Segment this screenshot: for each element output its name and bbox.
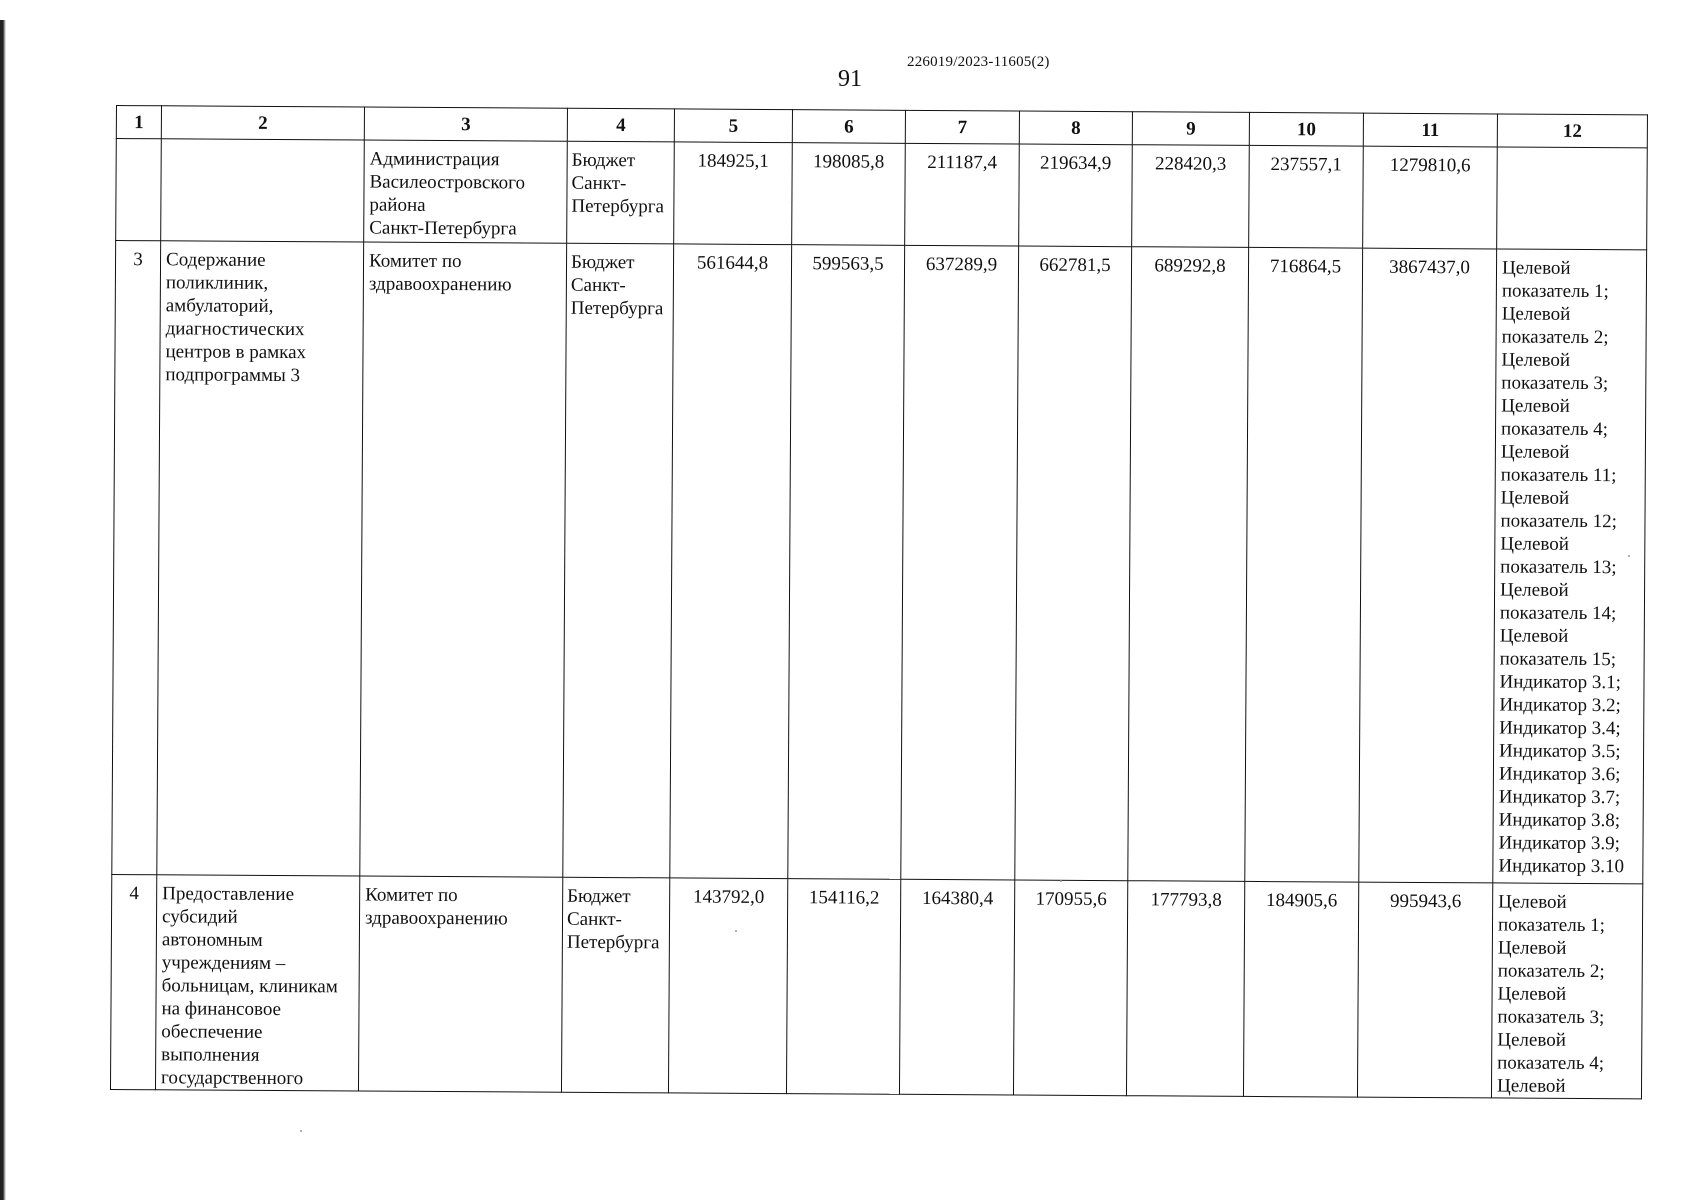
amount-col-10: 184905,6 [1243,881,1358,1097]
table-row [110,874,1642,1098]
scan-speck [1628,555,1630,557]
scan-speck [300,1130,302,1132]
amount-total: 1279810,6 [1363,146,1498,249]
executor: Комитет по здравоохранению [358,876,562,1092]
amount-col-5: 561644,8 [670,244,792,879]
amount-col-10: 716864,5 [1245,247,1363,882]
executor: Администрация Василеостровского района Санкт-Петербурга [364,140,568,243]
table-row [112,241,1647,884]
amount-col-5: 143792,0 [668,878,787,1094]
indicators: Целевой показатель 1; Целевой показатель 2; Целевой показатель 3; Целевой показатель 4; Целевой [1491,883,1642,1099]
amount-total: 3867437,0 [1359,248,1497,883]
indicators [1497,147,1648,250]
amount-col-8: 662781,5 [1015,246,1132,881]
document-registration-number: 226019/2023-11605(2) [907,54,1050,70]
amount-col-7: 211187,4 [905,143,1020,246]
indicators: Целевой показатель 1; Целевой показатель 2; Целевой показатель 3; Целевой показатель 4; Целевой показатель 11; Целевой показатель 12; Целевой показатель 13; Целевой показатель 14; Целевой показатель 15; Индикатор 3.1; Индикатор 3.2; Индикатор 3.4; Индикатор 3.5; Индикатор 3.6; Индикатор 3.7; Индикатор 3.8; Индикатор 3.9; Индикатор 3.10 [1493,249,1647,884]
amount-col-6: 198085,8 [792,143,906,246]
amount-col-8: 170955,6 [1013,880,1127,1096]
activity-name: Содержание поликлиник, амбулаторий, диагностических центров в рамках подпрограммы 3 [157,241,364,876]
column-header-12: 12 [1497,114,1647,148]
funding-source: Бюджет Санкт- Петербурга [563,243,674,878]
column-header-4: 4 [567,108,674,142]
activity-name: Предоставление субсидий автономным учреждениям – больницам, клиникам на финансовое обеспечение выполнения государственного [155,875,359,1091]
scan-edge [0,20,6,1200]
column-header-3: 3 [364,107,567,141]
budget-table [110,105,1648,1099]
funding-source: Бюджет Санкт- Петербурга [561,877,669,1093]
column-header-8: 8 [1019,111,1132,145]
amount-total: 995943,6 [1357,882,1492,1098]
column-header-6: 6 [792,110,905,144]
column-header-9: 9 [1132,112,1249,146]
page-number: 91 [838,66,862,92]
amount-col-6: 599563,5 [788,245,905,880]
table-row [116,139,1648,250]
column-header-5: 5 [674,109,792,143]
amount-col-10: 237557,1 [1249,145,1364,248]
row-index: 3 [112,241,161,875]
activity-name [161,139,365,242]
amount-col-8: 219634,9 [1019,144,1133,247]
amount-col-9: 689292,8 [1128,247,1249,882]
executor: Комитет по здравоохранению [360,242,567,877]
amount-col-6: 154116,2 [786,879,900,1095]
amount-col-5: 184925,1 [674,142,793,245]
amount-col-9: 177793,8 [1126,881,1244,1097]
column-header-11: 11 [1363,113,1497,147]
amount-col-7: 637289,9 [901,245,1019,880]
scan-speck [735,930,737,932]
amount-col-7: 164380,4 [899,879,1014,1095]
funding-source: Бюджет Санкт- Петербурга [567,141,675,244]
row-index [116,139,162,241]
scan-speck [1060,880,1062,882]
column-header-2: 2 [161,106,364,140]
column-header-1: 1 [116,106,161,139]
column-header-10: 10 [1249,112,1363,146]
row-index: 4 [110,874,156,1089]
budget-table-container [110,105,1647,1099]
amount-col-9: 228420,3 [1132,145,1250,248]
column-header-7: 7 [905,110,1019,144]
